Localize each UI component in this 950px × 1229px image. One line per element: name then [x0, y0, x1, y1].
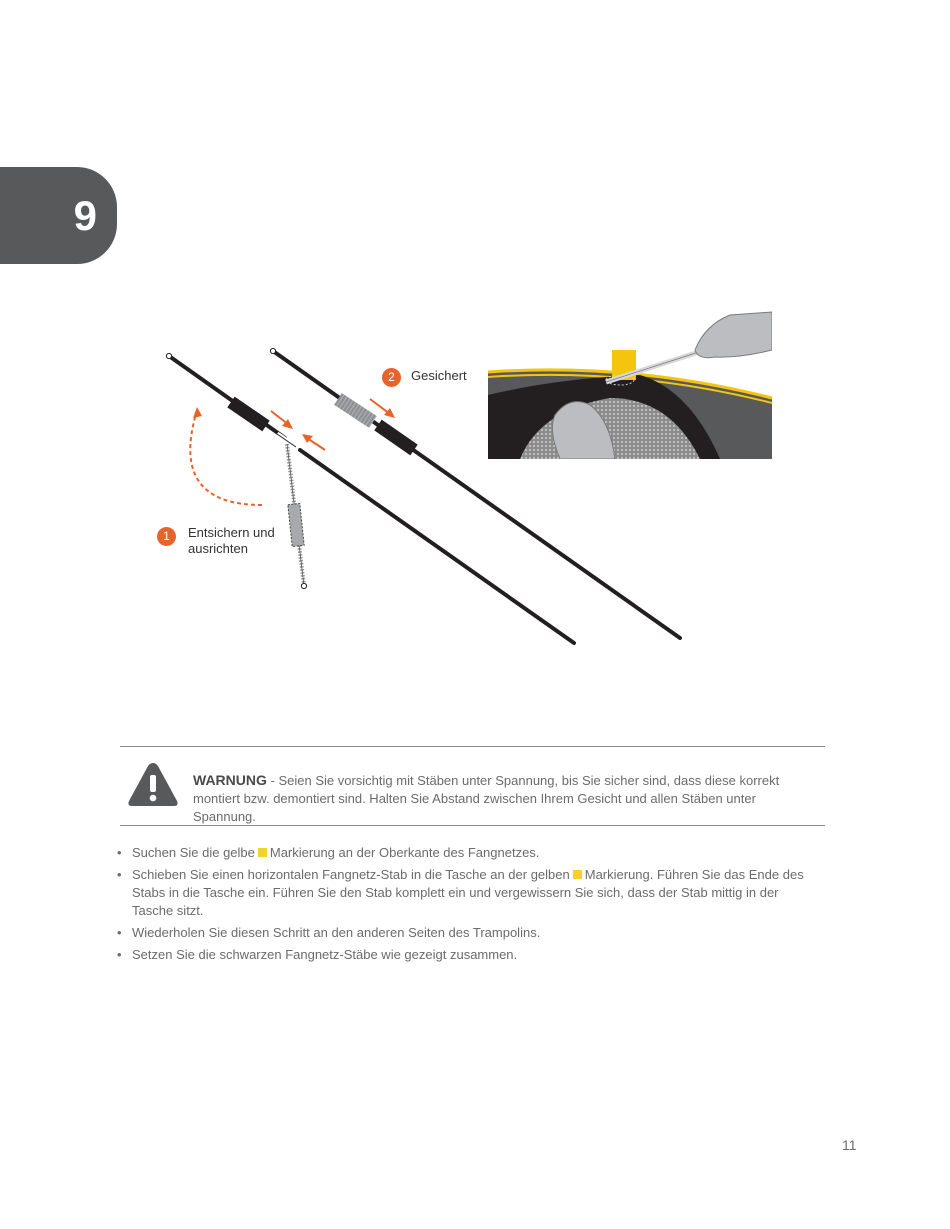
net-sleeve-detail: [488, 311, 772, 459]
callout-badge-1: 1: [157, 527, 176, 546]
callout-text-secured: Gesichert: [411, 368, 467, 383]
list-item-text: Markierung an der Oberkante des Fangnetzes.: [269, 845, 540, 860]
list-item-text: Markierung. Führen Sie das Ende des Stabs in die Tasche ein. Führen Sie den Stab komplett ein und vergewissern Sie sich, dass der Stab mittig in der Tasche sitzt.: [132, 867, 804, 918]
list-item-text: Schieben Sie einen horizontalen Fangnetz-Stab in die Tasche an der gelben: [132, 867, 570, 882]
list-item: [117, 866, 822, 920]
divider-bottom: [120, 825, 825, 826]
page-number: 11: [842, 1137, 857, 1153]
callout-text-unlock: [188, 525, 275, 557]
step-number: 9: [73, 191, 97, 239]
warning-text: [193, 771, 818, 826]
warning-body: Seien Sie vorsichtig mit Stäben unter Spannung, bis Sie sicher sind, dass diese korrekt montiert bzw. demontiert sind. Halten Sie Abstand zwischen Ihrem Gesicht und allen Stäben unter Spannung.: [193, 773, 780, 824]
callout-badge-2: 2: [382, 368, 401, 387]
list-item: [117, 924, 822, 942]
list-item: [117, 946, 822, 964]
divider-top: [120, 746, 825, 747]
yellow-marker-icon: [573, 870, 582, 879]
yellow-marker-icon: [258, 848, 267, 857]
callout-line: ausrichten: [188, 541, 248, 556]
instruction-list: [117, 844, 822, 968]
list-item-text: Suchen Sie die gelbe: [132, 845, 255, 860]
callout-line: Entsichern und: [188, 525, 275, 540]
warning-triangle-icon: [126, 760, 180, 808]
list-item-text: Wiederholen Sie diesen Schritt an den anderen Seiten des Trampolins.: [132, 925, 541, 940]
list-item-text: Setzen Sie die schwarzen Fangnetz-Stäbe wie gezeigt zusammen.: [132, 947, 518, 962]
warning-separator: -: [266, 773, 279, 788]
warning-title: WARNUNG: [193, 772, 267, 788]
list-item: [117, 844, 822, 862]
